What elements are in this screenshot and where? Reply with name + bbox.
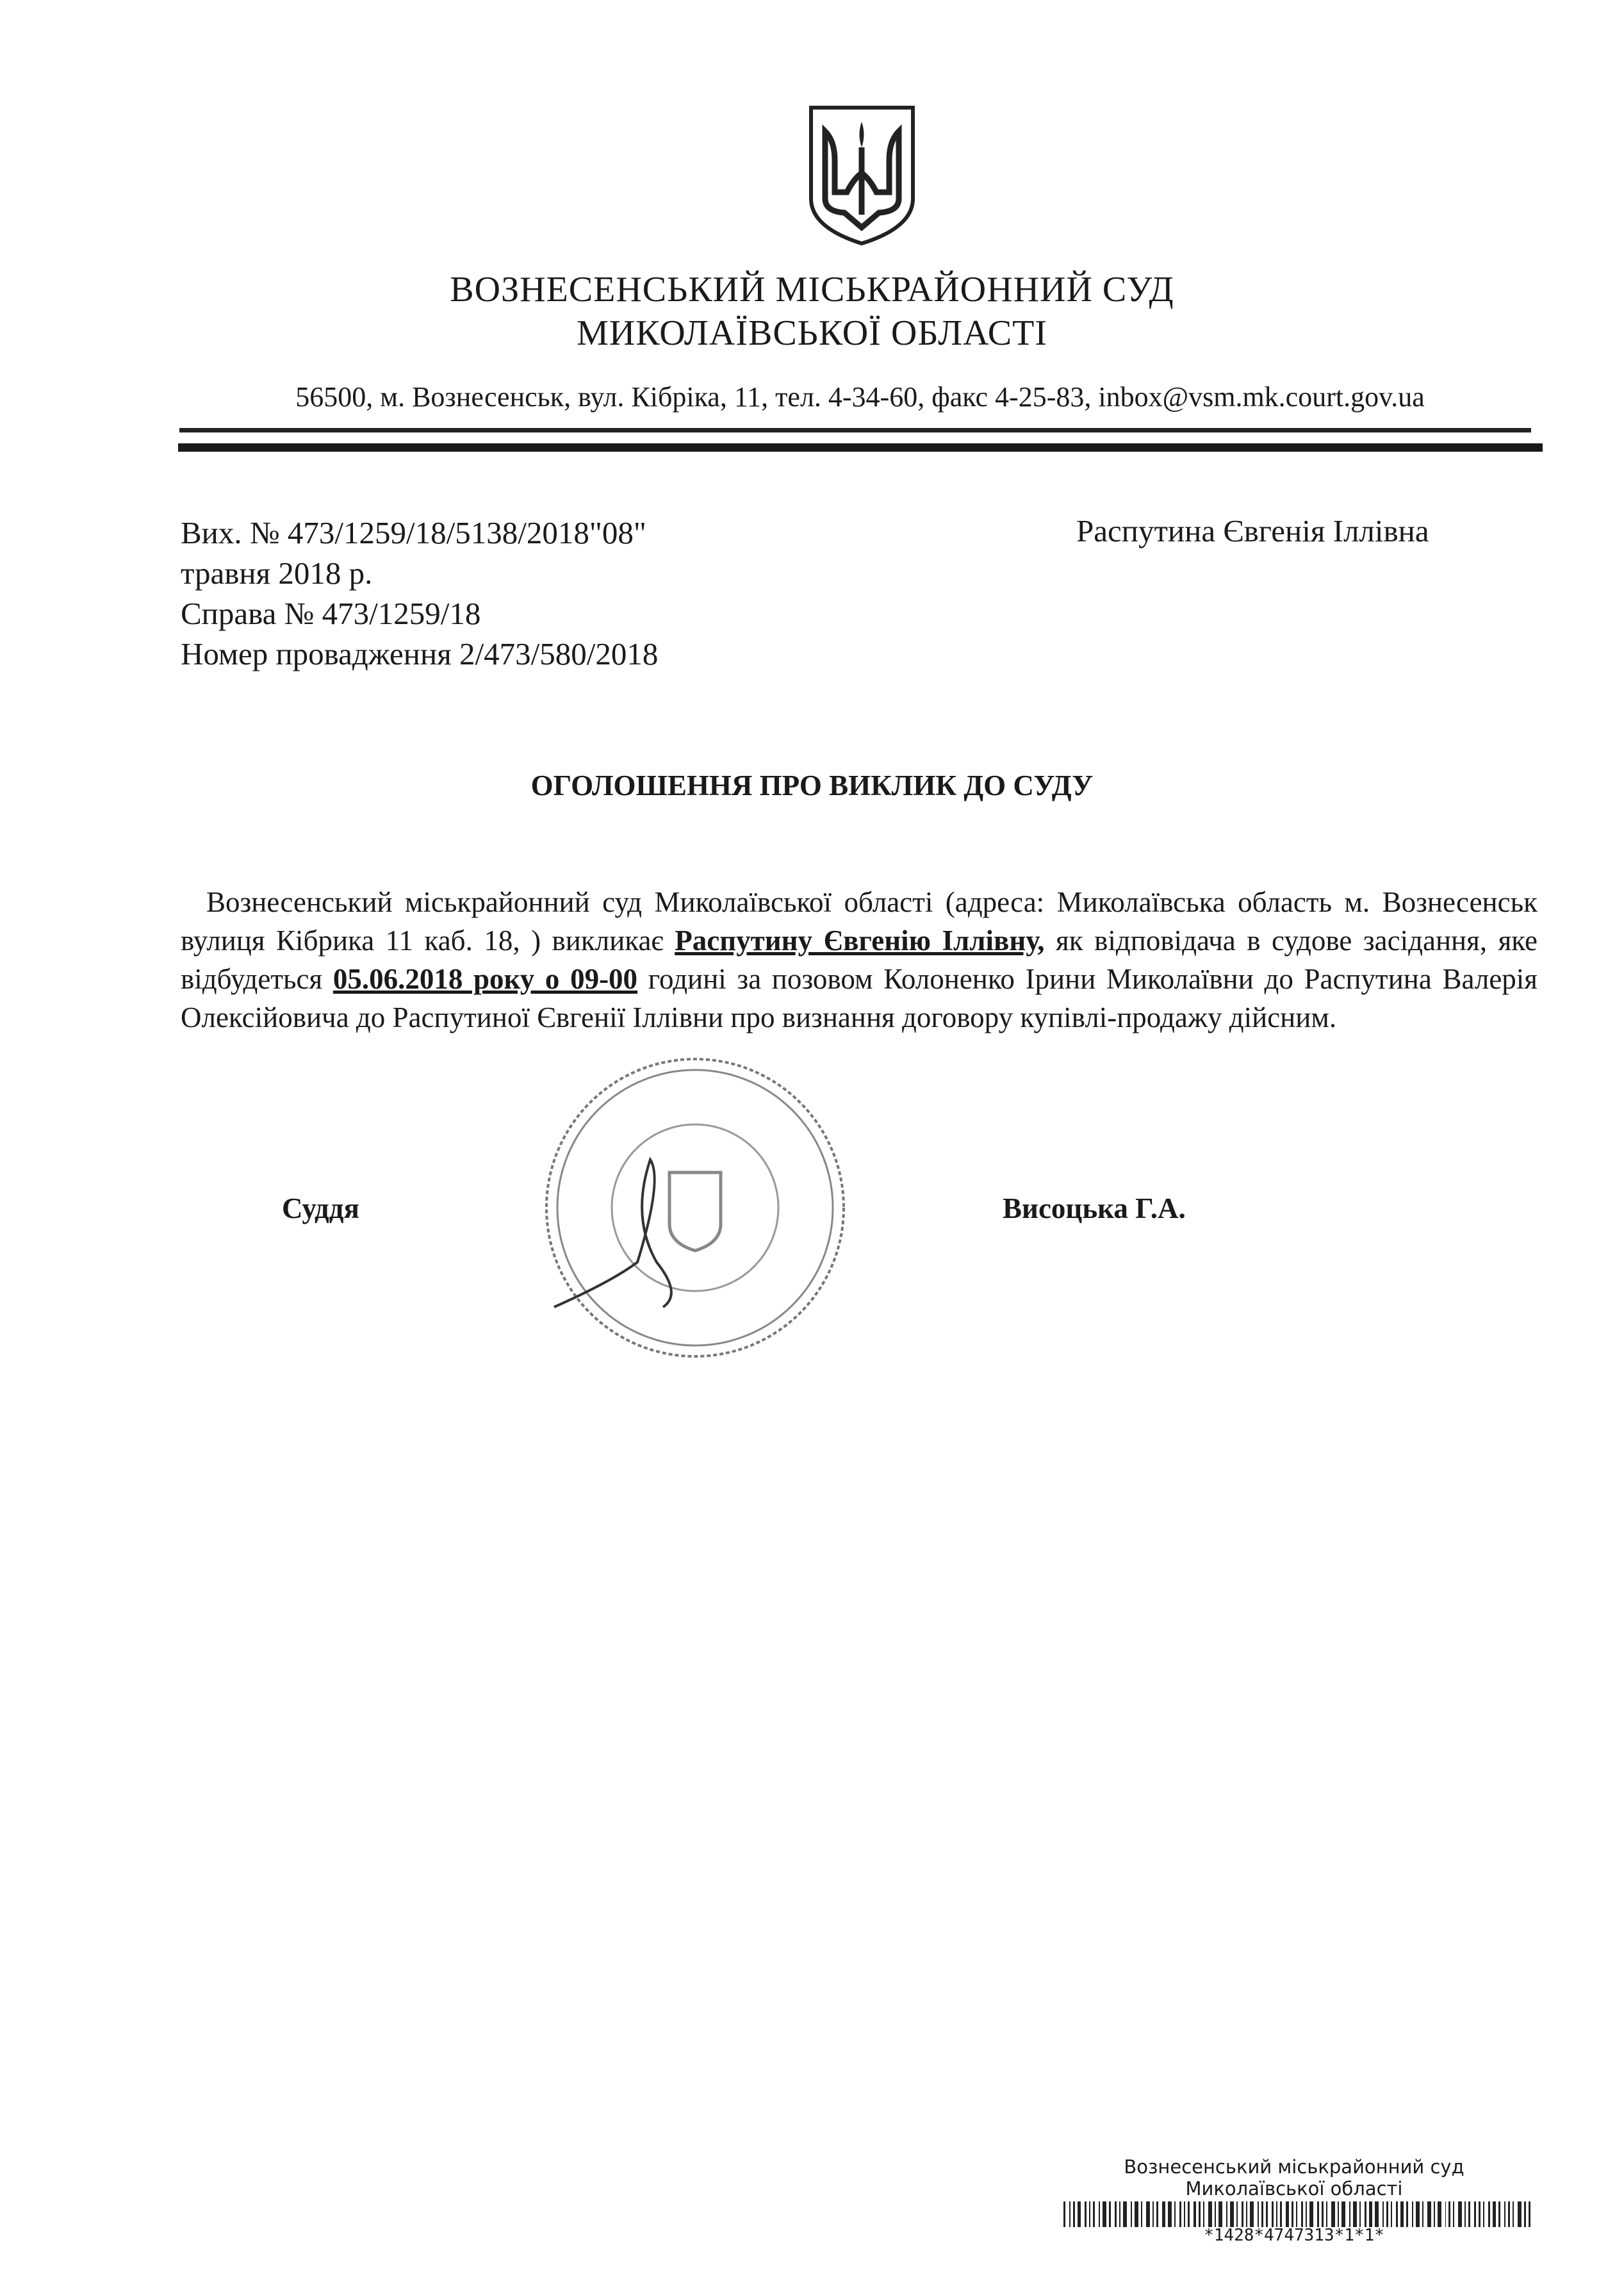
outgoing-date: травня 2018 р. bbox=[181, 555, 373, 591]
barcode-bar bbox=[1258, 2201, 1259, 2227]
barcode-bar bbox=[1375, 2201, 1379, 2227]
barcode-bar bbox=[1078, 2201, 1081, 2227]
barcode-bar bbox=[1218, 2201, 1222, 2227]
barcode-bar bbox=[1488, 2201, 1490, 2227]
barcode-bar bbox=[1073, 2201, 1075, 2227]
court-address: 56500, м. Вознесенськ, вул. Кібріка, 11, тел. 4-34-60, факс 4-25-83, inbox@vsm.mk.court.gov.ua bbox=[295, 381, 1425, 413]
barcode-bar bbox=[1458, 2201, 1462, 2227]
barcode-bar bbox=[1230, 2201, 1234, 2227]
barcode-bar bbox=[1280, 2201, 1282, 2227]
notice-body bbox=[181, 883, 1538, 1037]
coat-of-arms-trident-icon bbox=[806, 103, 918, 247]
header-divider-thick bbox=[178, 443, 1543, 452]
barcode-bar bbox=[1261, 2201, 1263, 2227]
outgoing-number: Вих. № 473/1259/18/5138/2018"08" bbox=[181, 515, 646, 550]
barcode-bar bbox=[1434, 2201, 1435, 2227]
barcode-bar bbox=[1123, 2201, 1127, 2227]
barcode-bar bbox=[1341, 2201, 1345, 2227]
court-name-line2: МИКОЛАЇВСЬКОЇ ОБЛАСТІ bbox=[577, 313, 1047, 353]
barcode-bar bbox=[1400, 2201, 1404, 2227]
barcode-bar bbox=[1412, 2201, 1413, 2227]
barcode-bar bbox=[1146, 2201, 1150, 2227]
barcode-bar bbox=[1250, 2201, 1254, 2227]
barcode-bar bbox=[1309, 2201, 1313, 2227]
barcode-bar bbox=[1215, 2201, 1216, 2227]
barcode-bar bbox=[1359, 2201, 1361, 2227]
barcode-bar bbox=[1286, 2201, 1289, 2227]
barcode-bar bbox=[1322, 2201, 1324, 2227]
barcode-bar bbox=[1093, 2201, 1095, 2227]
barcode-bar bbox=[1445, 2201, 1447, 2227]
barcode-bar bbox=[1306, 2201, 1307, 2227]
barcode-bar bbox=[1518, 2201, 1521, 2227]
barcode-bar bbox=[1069, 2201, 1070, 2227]
barcode-bar bbox=[1498, 2201, 1500, 2227]
barcode-bar bbox=[1208, 2201, 1212, 2227]
barcode-bar bbox=[1464, 2201, 1466, 2227]
barcode-bar bbox=[1236, 2201, 1238, 2227]
barcode-bar bbox=[1382, 2201, 1384, 2227]
barcode-bar bbox=[1141, 2201, 1142, 2227]
court-name-line1: ВОЗНЕСЕНСЬКИЙ МІСЬКРАЙОННИЙ СУД bbox=[450, 270, 1174, 309]
barcode-bar bbox=[1438, 2201, 1441, 2227]
barcode-bar bbox=[1338, 2201, 1339, 2227]
barcode-bar bbox=[1349, 2201, 1350, 2227]
barcode-bar bbox=[1422, 2201, 1423, 2227]
barcode-bar bbox=[1174, 2201, 1176, 2227]
barcode-bar bbox=[1199, 2201, 1201, 2227]
barcode-bar bbox=[1529, 2201, 1530, 2227]
barcode-bar bbox=[1468, 2201, 1470, 2227]
footer-line2: Миколаївської області bbox=[1185, 2178, 1403, 2200]
barcode-bar bbox=[1292, 2201, 1293, 2227]
barcode-bar bbox=[1406, 2201, 1408, 2227]
barcode-bar bbox=[1193, 2201, 1197, 2227]
court-stamp-seal bbox=[535, 1051, 855, 1365]
barcode-bar bbox=[1179, 2201, 1181, 2227]
document-title: ОГОЛОШЕННЯ ПРО ВИКЛИК ДО СУДУ bbox=[530, 769, 1094, 802]
body-text-3: годині за позовом Колоненко Ірини Миколаївни до Распутина Валерія Олексійовича до Распутиної Євгенії Іллівни про визнання договору купівлі-продажу дійсним. bbox=[181, 963, 1538, 1033]
barcode-bar bbox=[1272, 2201, 1274, 2227]
case-number: Справа № 473/1259/18 bbox=[181, 596, 481, 631]
judge-name: Висоцька Г.А. bbox=[1003, 1192, 1186, 1224]
barcode-bar bbox=[1188, 2201, 1190, 2227]
barcode-bar bbox=[1085, 2201, 1087, 2227]
barcode-bar bbox=[1331, 2201, 1335, 2227]
barcode-bar bbox=[1391, 2201, 1392, 2227]
barcode-bar bbox=[1386, 2201, 1388, 2227]
barcode-text: *1428*4747313*1*1* bbox=[1204, 2226, 1384, 2245]
barcode-bar bbox=[1504, 2201, 1505, 2227]
header-divider-thin bbox=[179, 428, 1531, 432]
reference-block bbox=[181, 513, 658, 674]
barcode-bar bbox=[1131, 2201, 1132, 2227]
barcode-bar bbox=[1156, 2201, 1158, 2227]
barcode-bar bbox=[1109, 2201, 1111, 2227]
barcode-bar bbox=[1226, 2201, 1227, 2227]
defendant-name: Распутину Євгенію Іллівну, bbox=[675, 925, 1045, 957]
barcode-bar bbox=[1353, 2201, 1357, 2227]
barcode bbox=[1063, 2201, 1534, 2227]
barcode-bar bbox=[1369, 2201, 1372, 2227]
body-text-2: як відповідача в судове засідання, яке відбудеться bbox=[181, 925, 1538, 995]
barcode-bar bbox=[1301, 2201, 1303, 2227]
barcode-bar bbox=[1103, 2201, 1106, 2227]
barcode-bar bbox=[1242, 2201, 1243, 2227]
barcode-bar bbox=[1396, 2201, 1398, 2227]
barcode-bar bbox=[1162, 2201, 1165, 2227]
barcode-bar bbox=[1416, 2201, 1420, 2227]
barcode-bar bbox=[1276, 2201, 1277, 2227]
barcode-bar bbox=[1474, 2201, 1476, 2227]
barcode-bar bbox=[1099, 2201, 1100, 2227]
barcode-bar bbox=[1453, 2201, 1454, 2227]
barcode-bar bbox=[1493, 2201, 1496, 2227]
footer-court-label bbox=[1051, 2156, 1538, 2200]
barcode-bar bbox=[1508, 2201, 1510, 2227]
barcode-bar bbox=[1266, 2201, 1268, 2227]
barcode-bar bbox=[1317, 2201, 1319, 2227]
proceeding-number: Номер провадження 2/473/580/2018 bbox=[181, 636, 659, 671]
barcode-bar bbox=[1513, 2201, 1514, 2227]
hearing-datetime: 05.06.2018 року о 09-00 bbox=[332, 963, 638, 995]
barcode-bar bbox=[1524, 2201, 1526, 2227]
barcode-bar bbox=[1115, 2201, 1117, 2227]
barcode-bar bbox=[1326, 2201, 1327, 2227]
barcode-bar bbox=[1168, 2201, 1172, 2227]
barcode-bar bbox=[1184, 2201, 1185, 2227]
barcode-bar bbox=[1063, 2201, 1065, 2227]
barcode-bar bbox=[1119, 2201, 1120, 2227]
footer-line1: Вознесенський міськрайонний суд bbox=[1124, 2156, 1464, 2178]
barcode-bar bbox=[1135, 2201, 1138, 2227]
barcode-bar bbox=[1483, 2201, 1484, 2227]
addressee: Распутина Євгенія Іллівна bbox=[1076, 513, 1429, 548]
barcode-bar bbox=[1427, 2201, 1431, 2227]
barcode-bar bbox=[1089, 2201, 1090, 2227]
barcode-bar bbox=[1246, 2201, 1247, 2227]
judge-role-label: Суддя bbox=[282, 1192, 359, 1224]
barcode-bar bbox=[1296, 2201, 1297, 2227]
barcode-bar bbox=[1203, 2201, 1204, 2227]
body-text-1: Вознесенський міськрайонний суд Миколаївської області (адреса: Миколаївська область м. Вознесенськ вулиця Кібрика 11 каб. 18, ) викликає bbox=[181, 886, 1538, 957]
barcode-bar bbox=[1152, 2201, 1154, 2227]
barcode-bar bbox=[1479, 2201, 1480, 2227]
barcode-bar bbox=[1365, 2201, 1366, 2227]
barcode-bar bbox=[1448, 2201, 1450, 2227]
